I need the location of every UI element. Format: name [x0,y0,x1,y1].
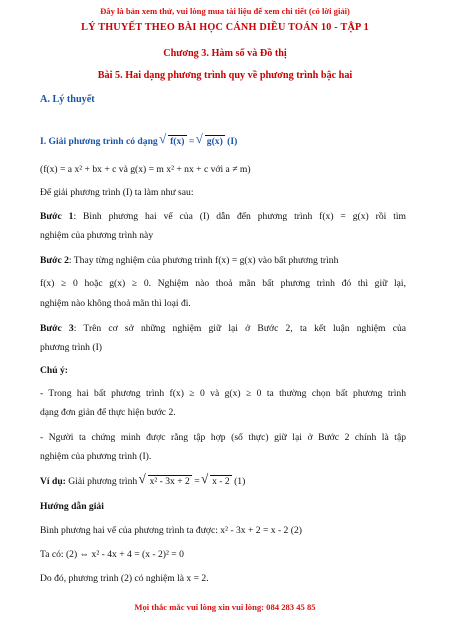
example-equals: = [194,476,200,487]
solution-line1: Bình phương hai vế của phương trình ta được: x² - 3x + 2 = x - 2 (2) [40,525,302,536]
example-label: Ví dụ: [40,476,66,487]
document-title: LÝ THUYẾT THEO BÀI HỌC CÁNH DIỀU TOÁN 10 - TẬP 1 [81,22,369,33]
solution-line3: Do đó, phương trình (2) có nghiệm là x = 2. [40,573,209,584]
sqrt-g [197,135,225,148]
step2-line2: f(x) ≥ 0 hoặc g(x) ≥ 0. Nghiệm nào thoả mãn bất phương trình đó thì giữ lại, [40,278,406,289]
step1-line1 [40,210,406,223]
contact-footer: Mọi thắc mắc vui lòng xin vui lòng: 084 283 45 85 [134,602,316,612]
preview-notice: Đây là bản xem thử, vui lòng mua tài liệu để xem chi tiết (có lời giải) [100,6,350,16]
section-1-prefix: I. Giải phương trình có dạng [40,136,158,147]
intro-line: Để giải phương trình (I) ta làm như sau: [40,187,194,198]
example-text: Giải phương trình [68,476,138,487]
example-sqrt-lhs [140,475,192,488]
example-number: (1) [234,476,246,487]
guide-heading: Hướng dẫn giải [40,501,104,512]
example-lhs: x² - 3x + 2 [149,476,190,487]
step2-line3: nghiệm nào không thoả mãn thì loại đi. [40,298,191,309]
sqrt-g-content: g(x) [206,136,223,147]
example-line [40,475,406,488]
step1-label: Bước 1 [40,211,74,222]
sqrt-f [160,135,186,148]
step2-label: Bước 2 [40,255,69,266]
step3-line2: phương trình (I) [40,342,102,353]
section-1-heading [40,135,406,148]
note-label: Chú ý: [40,365,68,376]
note-line1: - Trong hai bất phương trình f(x) ≥ 0 và g(x) ≥ 0 ta thường chọn bất phương trình [40,388,406,399]
section-1-equals: = [188,136,195,147]
lesson-heading: Bài 5. Hai dạng phương trình quy về phương trình bậc hai [97,70,353,81]
example-rhs: x - 2 [212,476,230,487]
section-1-suffix: (I) [227,136,238,147]
solution-line2: Ta có: (2) ⇔ x² - 4x + 4 = (x - 2)² = 0 [40,549,184,560]
step3-text1: : Trên cơ sở những nghiệm giữ lại ở Bước 2, ta kết luận nghiệm của [73,323,407,334]
step1-text1: : Bình phương hai vế của (I) dẫn đến phương trình f(x) = g(x) rồi tìm [73,211,406,222]
chapter-heading: Chương 3. Hàm số và Đồ thị [163,48,287,59]
definitions-line: (f(x) = a x² + bx + c và g(x) = m x² + nx + c với a ≠ m) [40,164,251,175]
section-a-heading: A. Lý thuyết [40,94,95,105]
step3-line1 [40,322,406,335]
step2-text1: : Thay từng nghiệm của phương trình f(x) = g(x) vào bất phương trình [68,255,339,266]
note-line3: - Người ta chứng minh được rằng tập hợp (số thực) giữ lại ở Bước 2 chính là tập [40,432,406,443]
step2-line1 [40,254,406,267]
example-sqrt-rhs [202,475,232,488]
step1-line2: nghiệm của phương trình này [40,230,154,241]
step3-label: Bước 3 [40,323,74,334]
note-line4: nghiệm của phương trình (I). [40,451,152,462]
note-line2: dạng đơn giản để thực hiện bước 2. [40,407,176,418]
sqrt-f-content: f(x) [170,136,185,147]
